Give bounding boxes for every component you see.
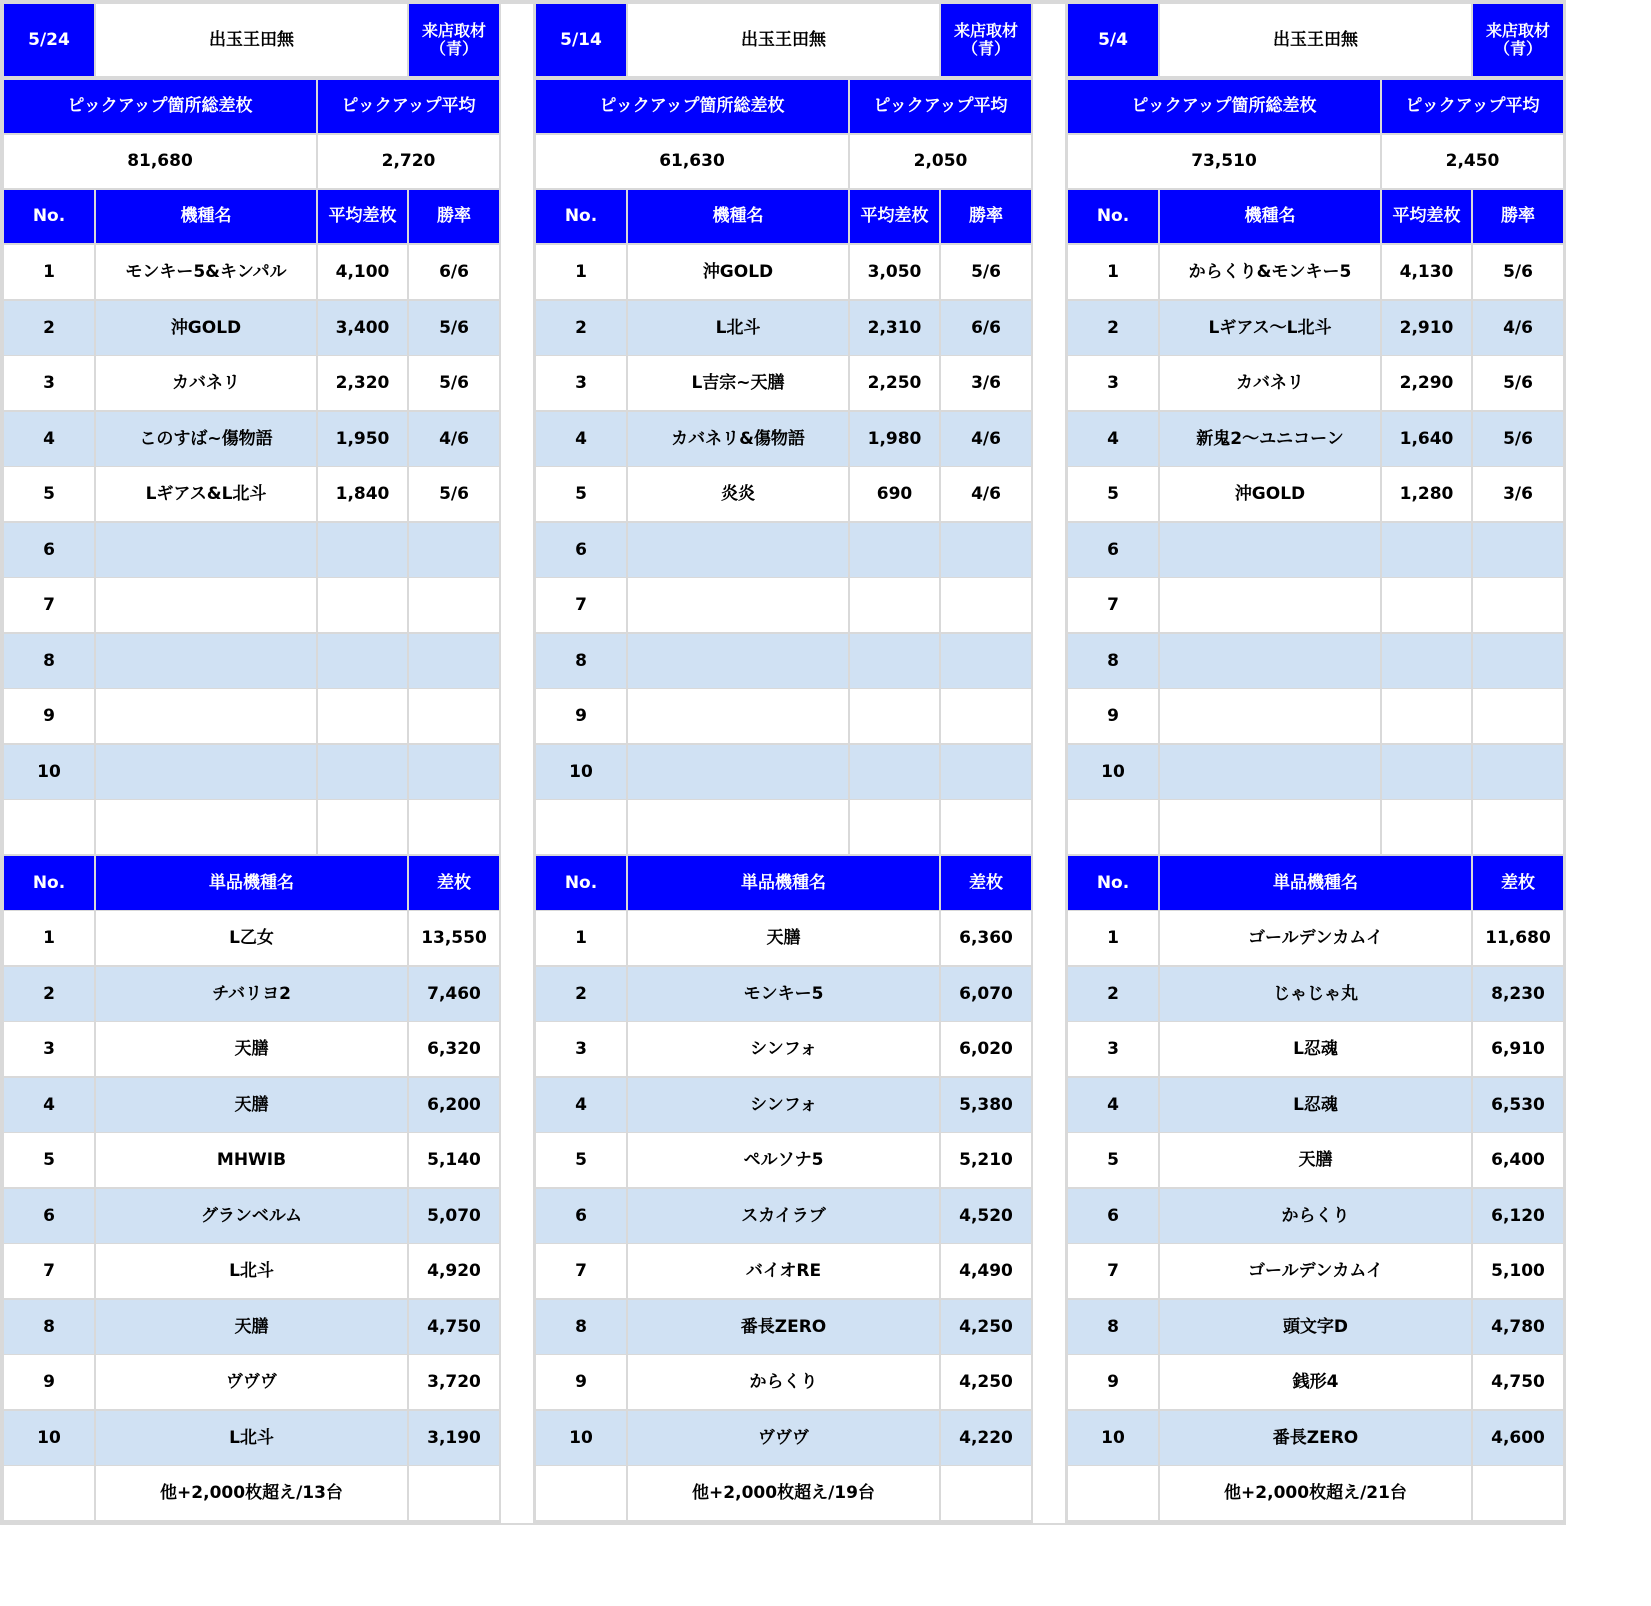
machine-row-no: 9 — [536, 689, 626, 743]
machine-row-no: 4 — [1068, 412, 1158, 466]
machine-row-rate: 5/6 — [941, 245, 1031, 299]
pickup-average-value: 2,450 — [1382, 135, 1563, 188]
footer-note: 他+2,000枚超え/21台 — [1160, 1466, 1471, 1520]
single-row-no: 1 — [4, 911, 94, 965]
panel-gap — [1033, 4, 1065, 1523]
machine-row-avg — [318, 523, 407, 577]
single-row-name: チバリヨ2 — [96, 967, 407, 1021]
spacer-cell — [628, 800, 848, 854]
machine-row-name: 沖GOLD — [628, 245, 848, 299]
footer-spacer — [4, 1466, 94, 1520]
single-row-diff: 4,750 — [1473, 1355, 1563, 1409]
machine-row-no: 8 — [536, 634, 626, 688]
single-row-diff: 5,140 — [409, 1133, 499, 1187]
column-header-no: No. — [536, 190, 626, 243]
machine-row-rate: 6/6 — [409, 245, 499, 299]
machine-row-rate — [409, 634, 499, 688]
single-row-no: 10 — [536, 1411, 626, 1465]
machine-row-no: 6 — [1068, 523, 1158, 577]
single-row-diff: 4,490 — [941, 1244, 1031, 1298]
single-row-no: 3 — [536, 1022, 626, 1076]
machine-row-no: 6 — [536, 523, 626, 577]
machine-row-name — [1160, 689, 1380, 743]
machine-row-avg: 1,840 — [318, 467, 407, 521]
single-row-diff: 6,120 — [1473, 1189, 1563, 1243]
single-row-no: 9 — [1068, 1355, 1158, 1409]
machine-row-no: 1 — [4, 245, 94, 299]
machine-row-rate: 4/6 — [409, 412, 499, 466]
machine-row-rate — [1473, 634, 1563, 688]
column-header-avg-diff: 平均差枚 — [1382, 190, 1471, 243]
single-row-diff: 4,250 — [941, 1300, 1031, 1354]
machine-row-avg — [1382, 745, 1471, 799]
single-row-diff: 4,920 — [409, 1244, 499, 1298]
machine-row-no: 5 — [4, 467, 94, 521]
column-header-no: No. — [536, 856, 626, 910]
machine-row-avg: 2,290 — [1382, 356, 1471, 410]
spacer-cell — [536, 800, 626, 854]
spacer-cell — [4, 800, 94, 854]
machine-row-rate — [941, 745, 1031, 799]
spacer-cell — [1473, 800, 1563, 854]
machine-row-rate — [941, 523, 1031, 577]
single-row-name: 天膳 — [96, 1022, 407, 1076]
media-badge: 来店取材 （青） — [941, 4, 1031, 76]
machine-row-avg — [1382, 689, 1471, 743]
single-row-name: L北斗 — [96, 1411, 407, 1465]
single-row-no: 7 — [4, 1244, 94, 1298]
single-row-name: 天膳 — [628, 911, 939, 965]
single-row-diff: 7,460 — [409, 967, 499, 1021]
machine-row-rate — [1473, 578, 1563, 632]
date-label: 5/4 — [1068, 4, 1158, 76]
machine-row-rate: 6/6 — [941, 301, 1031, 355]
machine-row-avg — [318, 578, 407, 632]
machine-row-name: 新鬼2～ユニコーン — [1160, 412, 1380, 466]
single-row-diff: 4,780 — [1473, 1300, 1563, 1354]
machine-row-no: 5 — [536, 467, 626, 521]
column-header-diff: 差枚 — [941, 856, 1031, 910]
spacer-cell — [318, 800, 407, 854]
machine-row-rate: 5/6 — [1473, 245, 1563, 299]
single-row-no: 6 — [1068, 1189, 1158, 1243]
single-row-name: 銭形4 — [1160, 1355, 1471, 1409]
single-row-no: 5 — [4, 1133, 94, 1187]
single-row-diff: 11,680 — [1473, 911, 1563, 965]
single-row-diff: 5,210 — [941, 1133, 1031, 1187]
machine-row-avg: 2,320 — [318, 356, 407, 410]
single-row-no: 4 — [4, 1078, 94, 1132]
machine-row-name — [96, 745, 316, 799]
machine-row-avg: 1,950 — [318, 412, 407, 466]
single-row-no: 8 — [536, 1300, 626, 1354]
machine-row-name — [1160, 523, 1380, 577]
machine-row-no: 8 — [1068, 634, 1158, 688]
pickup-average-header: ピックアップ平均 — [318, 80, 499, 133]
machine-row-avg — [318, 634, 407, 688]
single-row-no: 2 — [4, 967, 94, 1021]
single-row-name: 頭文字D — [1160, 1300, 1471, 1354]
single-row-name: 番長ZERO — [1160, 1411, 1471, 1465]
single-row-diff: 6,530 — [1473, 1078, 1563, 1132]
column-header-diff: 差枚 — [1473, 856, 1563, 910]
single-row-name: ヴヴヴ — [96, 1355, 407, 1409]
footer-spacer — [941, 1466, 1031, 1520]
single-row-no: 8 — [4, 1300, 94, 1354]
machine-row-avg — [318, 689, 407, 743]
machine-row-rate — [1473, 689, 1563, 743]
single-row-name: グランベルム — [96, 1189, 407, 1243]
machine-row-rate — [409, 523, 499, 577]
machine-row-name: Lギアス&L北斗 — [96, 467, 316, 521]
single-row-no: 5 — [536, 1133, 626, 1187]
spacer-cell — [1068, 800, 1158, 854]
machine-row-name — [1160, 634, 1380, 688]
single-row-name: シンフォ — [628, 1022, 939, 1076]
machine-row-name: カバネリ&傷物語 — [628, 412, 848, 466]
column-header-diff: 差枚 — [409, 856, 499, 910]
machine-row-no: 9 — [1068, 689, 1158, 743]
single-row-no: 4 — [536, 1078, 626, 1132]
spacer-cell — [1382, 800, 1471, 854]
machine-row-no: 10 — [536, 745, 626, 799]
machine-row-no: 3 — [1068, 356, 1158, 410]
single-row-name: ゴールデンカムイ — [1160, 911, 1471, 965]
column-header-single-model: 単品機種名 — [1160, 856, 1471, 910]
single-row-diff: 6,200 — [409, 1078, 499, 1132]
single-row-no: 3 — [4, 1022, 94, 1076]
single-row-name: 天膳 — [1160, 1133, 1471, 1187]
single-row-diff: 6,360 — [941, 911, 1031, 965]
footer-spacer — [1473, 1466, 1563, 1520]
single-row-diff: 4,750 — [409, 1300, 499, 1354]
single-row-name: シンフォ — [628, 1078, 939, 1132]
column-header-model: 機種名 — [96, 190, 316, 243]
panel-gap — [501, 4, 533, 1523]
pickup-average-value: 2,050 — [850, 135, 1031, 188]
media-badge: 来店取材 （青） — [1473, 4, 1563, 76]
machine-row-name — [96, 689, 316, 743]
media-badge: 来店取材 （青） — [409, 4, 499, 76]
single-row-diff: 4,600 — [1473, 1411, 1563, 1465]
column-header-no: No. — [4, 856, 94, 910]
machine-row-avg: 2,250 — [850, 356, 939, 410]
pickup-total-value: 73,510 — [1068, 135, 1380, 188]
machine-row-rate: 5/6 — [409, 467, 499, 521]
machine-row-no: 3 — [4, 356, 94, 410]
spacer-cell — [409, 800, 499, 854]
column-header-model: 機種名 — [1160, 190, 1380, 243]
machine-row-no: 5 — [1068, 467, 1158, 521]
machine-row-name — [628, 523, 848, 577]
single-row-name: バイオRE — [628, 1244, 939, 1298]
machine-row-name — [628, 689, 848, 743]
column-header-no: No. — [1068, 856, 1158, 910]
single-row-diff: 6,400 — [1473, 1133, 1563, 1187]
single-row-name: スカイラブ — [628, 1189, 939, 1243]
single-row-diff: 5,380 — [941, 1078, 1031, 1132]
single-row-diff: 4,220 — [941, 1411, 1031, 1465]
machine-row-rate: 3/6 — [1473, 467, 1563, 521]
single-row-diff: 4,250 — [941, 1355, 1031, 1409]
machine-row-avg: 1,980 — [850, 412, 939, 466]
pickup-total-header: ピックアップ箇所総差枚 — [4, 80, 316, 133]
machine-row-no: 2 — [536, 301, 626, 355]
machine-row-name: L吉宗~天膳 — [628, 356, 848, 410]
spacer-cell — [1160, 800, 1380, 854]
single-row-no: 6 — [4, 1189, 94, 1243]
single-row-no: 7 — [536, 1244, 626, 1298]
machine-row-no: 10 — [4, 745, 94, 799]
single-row-name: L忍魂 — [1160, 1022, 1471, 1076]
footer-note: 他+2,000枚超え/13台 — [96, 1466, 407, 1520]
pickup-total-header: ピックアップ箇所総差枚 — [1068, 80, 1380, 133]
single-row-no: 4 — [1068, 1078, 1158, 1132]
machine-row-rate — [409, 578, 499, 632]
machine-row-avg: 2,310 — [850, 301, 939, 355]
single-row-diff: 6,020 — [941, 1022, 1031, 1076]
single-row-no: 10 — [1068, 1411, 1158, 1465]
single-row-no: 2 — [536, 967, 626, 1021]
machine-row-no: 8 — [4, 634, 94, 688]
machine-row-no: 7 — [1068, 578, 1158, 632]
machine-row-name — [96, 634, 316, 688]
single-row-no: 9 — [536, 1355, 626, 1409]
store-name: 出玉王田無 — [628, 4, 939, 76]
date-label: 5/24 — [4, 4, 94, 76]
single-row-no: 6 — [536, 1189, 626, 1243]
single-row-diff: 6,070 — [941, 967, 1031, 1021]
machine-row-name — [96, 578, 316, 632]
machine-row-no: 7 — [536, 578, 626, 632]
machine-row-no: 2 — [1068, 301, 1158, 355]
column-header-model: 機種名 — [628, 190, 848, 243]
machine-row-rate — [941, 634, 1031, 688]
machine-row-avg: 1,280 — [1382, 467, 1471, 521]
machine-row-avg — [850, 634, 939, 688]
single-row-diff: 6,320 — [409, 1022, 499, 1076]
machine-row-no: 10 — [1068, 745, 1158, 799]
single-row-diff: 3,720 — [409, 1355, 499, 1409]
date-label: 5/14 — [536, 4, 626, 76]
single-row-no: 10 — [4, 1411, 94, 1465]
pickup-average-header: ピックアップ平均 — [1382, 80, 1563, 133]
single-row-diff: 8,230 — [1473, 967, 1563, 1021]
machine-row-avg — [1382, 634, 1471, 688]
machine-row-rate: 5/6 — [1473, 356, 1563, 410]
machine-row-avg — [850, 523, 939, 577]
machine-row-avg: 3,400 — [318, 301, 407, 355]
machine-row-name — [628, 634, 848, 688]
machine-row-avg — [1382, 578, 1471, 632]
footer-note: 他+2,000枚超え/19台 — [628, 1466, 939, 1520]
pickup-average-value: 2,720 — [318, 135, 499, 188]
single-row-name: じゃじゃ丸 — [1160, 967, 1471, 1021]
column-header-no: No. — [1068, 190, 1158, 243]
pickup-total-header: ピックアップ箇所総差枚 — [536, 80, 848, 133]
machine-row-name — [628, 578, 848, 632]
single-row-diff: 5,070 — [409, 1189, 499, 1243]
column-header-avg-diff: 平均差枚 — [318, 190, 407, 243]
single-row-name: 天膳 — [96, 1078, 407, 1132]
single-row-name: 天膳 — [96, 1300, 407, 1354]
machine-row-rate: 3/6 — [941, 356, 1031, 410]
single-row-name: 番長ZERO — [628, 1300, 939, 1354]
store-name: 出玉王田無 — [96, 4, 407, 76]
single-row-name: MHWIB — [96, 1133, 407, 1187]
machine-row-name: カバネリ — [1160, 356, 1380, 410]
machine-row-name: このすば~傷物語 — [96, 412, 316, 466]
machine-row-avg: 1,640 — [1382, 412, 1471, 466]
machine-row-avg — [850, 689, 939, 743]
machine-row-rate: 4/6 — [1473, 301, 1563, 355]
machine-row-no: 1 — [536, 245, 626, 299]
machine-row-avg: 690 — [850, 467, 939, 521]
single-row-name: L忍魂 — [1160, 1078, 1471, 1132]
column-header-no: No. — [4, 190, 94, 243]
machine-row-no: 6 — [4, 523, 94, 577]
single-row-no: 5 — [1068, 1133, 1158, 1187]
single-row-name: からくり — [628, 1355, 939, 1409]
single-row-diff: 5,100 — [1473, 1244, 1563, 1298]
machine-row-name: L北斗 — [628, 301, 848, 355]
single-row-diff: 3,190 — [409, 1411, 499, 1465]
machine-row-avg — [1382, 523, 1471, 577]
footer-spacer — [1068, 1466, 1158, 1520]
machine-row-name — [1160, 578, 1380, 632]
single-row-no: 8 — [1068, 1300, 1158, 1354]
machine-row-name — [628, 745, 848, 799]
footer-spacer — [409, 1466, 499, 1520]
footer-spacer — [536, 1466, 626, 1520]
single-row-name: からくり — [1160, 1189, 1471, 1243]
machine-row-avg: 4,100 — [318, 245, 407, 299]
machine-row-rate: 5/6 — [409, 301, 499, 355]
machine-row-rate: 5/6 — [409, 356, 499, 410]
machine-row-name: モンキー5&キンパル — [96, 245, 316, 299]
single-row-no: 1 — [1068, 911, 1158, 965]
machine-row-rate — [941, 578, 1031, 632]
spacer-cell — [96, 800, 316, 854]
machine-row-name — [1160, 745, 1380, 799]
column-header-win-rate: 勝率 — [1473, 190, 1563, 243]
machine-row-rate — [1473, 745, 1563, 799]
machine-row-no: 1 — [1068, 245, 1158, 299]
machine-row-rate — [409, 689, 499, 743]
machine-row-rate: 4/6 — [941, 412, 1031, 466]
machine-row-name: Lギアス～L北斗 — [1160, 301, 1380, 355]
machine-row-no: 4 — [536, 412, 626, 466]
single-row-no: 1 — [536, 911, 626, 965]
single-row-diff: 6,910 — [1473, 1022, 1563, 1076]
single-row-name: モンキー5 — [628, 967, 939, 1021]
pickup-total-value: 81,680 — [4, 135, 316, 188]
machine-row-avg — [850, 578, 939, 632]
single-row-name: L乙女 — [96, 911, 407, 965]
single-row-diff: 13,550 — [409, 911, 499, 965]
machine-row-name: からくり&モンキー5 — [1160, 245, 1380, 299]
machine-row-avg — [850, 745, 939, 799]
single-row-name: ペルソナ5 — [628, 1133, 939, 1187]
machine-row-no: 2 — [4, 301, 94, 355]
machine-row-avg: 4,130 — [1382, 245, 1471, 299]
column-header-single-model: 単品機種名 — [96, 856, 407, 910]
machine-row-name: 炎炎 — [628, 467, 848, 521]
machine-row-name: カバネリ — [96, 356, 316, 410]
machine-row-rate — [409, 745, 499, 799]
single-row-name: ヴヴヴ — [628, 1411, 939, 1465]
store-name: 出玉王田無 — [1160, 4, 1471, 76]
spacer-cell — [941, 800, 1031, 854]
machine-row-name: 沖GOLD — [96, 301, 316, 355]
single-row-name: L北斗 — [96, 1244, 407, 1298]
machine-row-rate — [941, 689, 1031, 743]
machine-row-no: 3 — [536, 356, 626, 410]
machine-row-avg: 3,050 — [850, 245, 939, 299]
machine-row-avg — [318, 745, 407, 799]
machine-row-avg: 2,910 — [1382, 301, 1471, 355]
single-row-no: 7 — [1068, 1244, 1158, 1298]
machine-row-name — [96, 523, 316, 577]
spacer-cell — [850, 800, 939, 854]
machine-row-name: 沖GOLD — [1160, 467, 1380, 521]
pickup-total-value: 61,630 — [536, 135, 848, 188]
machine-row-no: 9 — [4, 689, 94, 743]
machine-row-rate — [1473, 523, 1563, 577]
machine-row-no: 7 — [4, 578, 94, 632]
column-header-win-rate: 勝率 — [409, 190, 499, 243]
machine-row-rate: 5/6 — [1473, 412, 1563, 466]
single-row-diff: 4,520 — [941, 1189, 1031, 1243]
single-row-name: ゴールデンカムイ — [1160, 1244, 1471, 1298]
column-header-win-rate: 勝率 — [941, 190, 1031, 243]
column-header-single-model: 単品機種名 — [628, 856, 939, 910]
machine-row-no: 4 — [4, 412, 94, 466]
single-row-no: 2 — [1068, 967, 1158, 1021]
single-row-no: 3 — [1068, 1022, 1158, 1076]
column-header-avg-diff: 平均差枚 — [850, 190, 939, 243]
machine-row-rate: 4/6 — [941, 467, 1031, 521]
pickup-average-header: ピックアップ平均 — [850, 80, 1031, 133]
single-row-no: 9 — [4, 1355, 94, 1409]
